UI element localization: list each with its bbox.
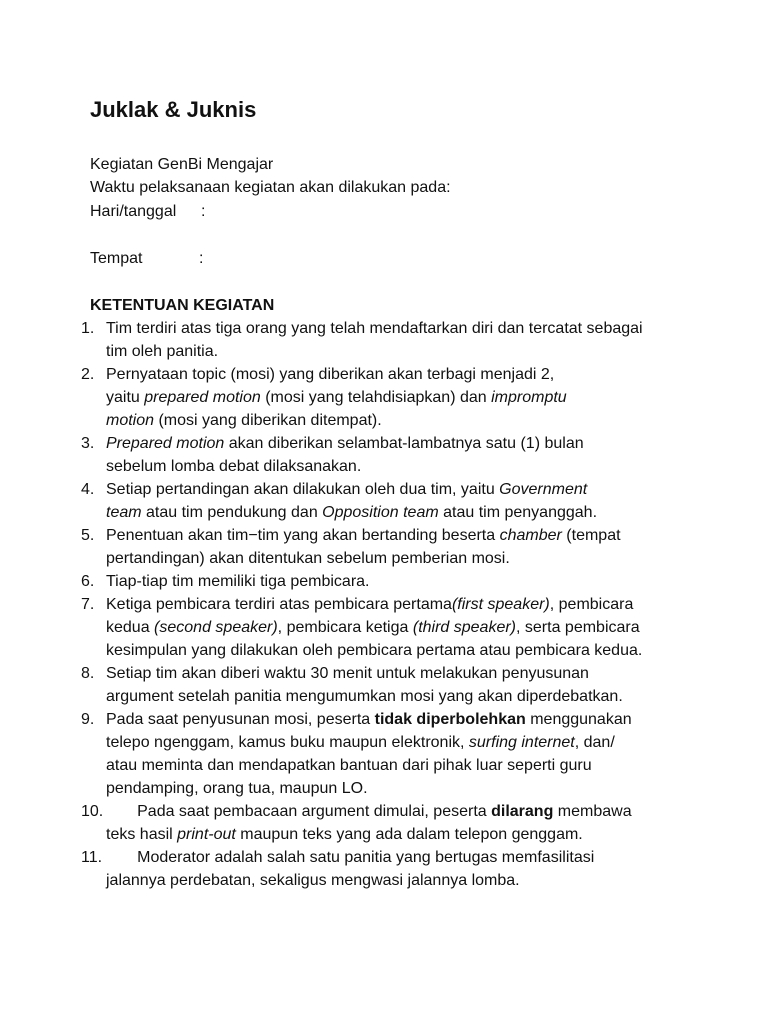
italic-text: surfing internet [468,734,575,751]
text-run: , serta pembicara [516,619,640,636]
list-item-line [106,363,554,386]
list-item-number: 1. [81,320,95,337]
list-item-line [106,524,621,547]
text-run: , dan/ [574,734,615,751]
text-run: maupun teks yang ada dalam telepon genggam. [235,826,583,843]
text-run: sebelum lomba debat dilaksanakan. [106,458,362,475]
time-sentence: Waktu pelaksanaan kegiatan akan dilakukan pada: [90,179,451,196]
text-run: Setiap pertandingan akan dilakukan oleh dua tim, yaitu [106,481,500,498]
text-run: yaitu [106,389,145,406]
list-item-number: 11. [81,849,103,866]
text-run: (mosi yang telahdisiapkan) dan [260,389,492,406]
italic-text: print-out [177,826,236,843]
list-item-line [106,501,597,524]
list-item-line [106,616,640,639]
list-item-line [106,639,642,662]
list-item-line [106,432,584,455]
bold-text: dilarang [491,803,554,820]
text-run: pertandingan) akan ditentukan sebelum pemberian mosi. [106,550,510,567]
italic-text: prepared motion [144,389,261,406]
list-item-number: 3. [81,435,95,452]
italic-text: team [106,504,142,521]
text-run: Pernyataan topic (mosi) yang diberikan akan terbagi menjadi 2, [106,366,555,383]
text-run: pendamping, orang tua, maupun LO. [106,780,368,797]
text-run: Tiap-tiap tim memiliki tiga pembicara. [106,573,370,590]
list-item-line [106,340,218,363]
list-item-line [106,869,520,892]
list-item-number: 4. [81,481,95,498]
list-item-number: 5. [81,527,95,544]
list-item-line [106,409,382,432]
list-item-line [106,317,643,340]
list-item-number: 7. [81,596,95,613]
list-item-number: 10. [81,803,104,820]
text-run: , pembicara ketiga [277,619,413,636]
document-title: Juklak & Juknis [90,97,257,122]
text-run: Pada saat pembacaan argument dimulai, peserta [106,803,492,820]
italic-text: chamber [499,527,562,544]
place-label: Tempat [90,250,143,267]
list-item-line [106,777,368,800]
text-run: argument setelah panitia mengumumkan mosi yang akan diperdebatkan. [106,688,623,705]
italic-text: Prepared motion [106,435,225,452]
list-item-line [106,846,594,869]
text-run: akan diberikan selambat-lambatnya satu (1) bulan [224,435,584,452]
list-item-line [106,570,369,593]
italic-text: Opposition team [322,504,439,521]
date-label: Hari/tanggal [90,203,177,220]
italic-text: (second speaker) [154,619,278,636]
italic-text: Government [499,481,588,498]
text-run: Pada saat penyusunan mosi, peserta [106,711,375,728]
text-run: membawa [553,803,632,820]
list-item-number: 8. [81,665,95,682]
text-run: (mosi yang diberikan ditempat). [154,412,382,429]
list-item-line [106,823,583,846]
text-run: Setiap tim akan diberi waktu 30 menit untuk melakukan penyusunan [106,665,589,682]
list-item-line [106,662,589,685]
list-item-line [106,455,361,478]
italic-text: motion [106,412,155,429]
text-run: Penentuan akan tim−tim yang akan bertanding beserta [106,527,500,544]
text-run: Ketiga pembicara terdiri atas pembicara pertama [106,596,452,613]
text-run: atau tim pendukung dan [141,504,323,521]
date-colon: : [201,203,206,220]
text-run: teks hasil [106,826,178,843]
text-run: jalannya perdebatan, sekaligus mengwasi jalannya lomba. [106,872,520,889]
date-field [90,200,206,223]
text-run: atau meminta dan mendapatkan bantuan dari pihak luar seperti guru [106,757,592,774]
list-item-line [106,800,632,823]
list-item-line [106,731,615,754]
text-run: Moderator adalah salah satu panitia yang bertugas memfasilitasi [106,849,595,866]
text-run: kedua [106,619,155,636]
italic-text: (third speaker) [412,619,517,636]
italic-text: impromptu [491,389,567,406]
place-field [90,247,204,270]
list-item-line [106,593,633,616]
text-run: Tim terdiri atas tiga orang yang telah mendaftarkan diri dan tercatat sebagai [106,320,643,337]
list-item-line [106,386,567,409]
list-item-line [106,708,632,731]
text-run: kesimpulan yang dilakukan oleh pembicara pertama atau pembicara kedua. [106,642,643,659]
list-item-line [106,478,587,501]
text-run: telepo ngenggam, kamus buku maupun elektronik, [106,734,469,751]
bold-text: tidak diperbolehkan [374,711,526,728]
text-run: , pembicara [549,596,634,613]
text-run: tim oleh panitia. [106,343,219,360]
section-heading: KETENTUAN KEGIATAN [90,297,275,314]
list-item-number: 2. [81,366,95,383]
list-item-line [106,754,592,777]
text-run: (tempat [561,527,621,544]
list-item-line [106,685,623,708]
place-colon: : [199,250,204,267]
list-item-number: 9. [81,711,95,728]
list-item-line [106,547,510,570]
text-run: atau tim penyanggah. [438,504,598,521]
list-item-number: 6. [81,573,95,590]
italic-text: (first speaker) [451,596,550,613]
text-run: menggunakan [525,711,632,728]
activity-name: Kegiatan GenBi Mengajar [90,156,274,173]
